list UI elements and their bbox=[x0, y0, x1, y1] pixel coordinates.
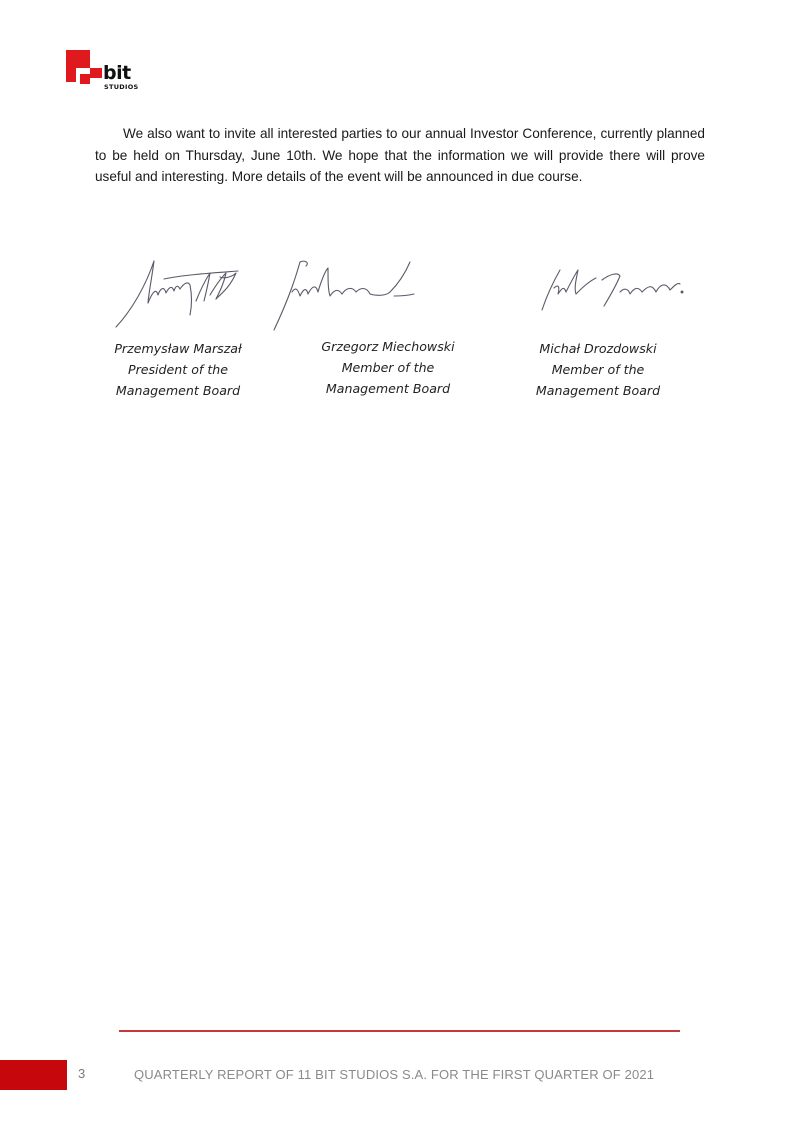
signatory-2 bbox=[288, 336, 488, 399]
signatory-name: Michał Drozdowski bbox=[539, 341, 657, 356]
logo-subtext: STUDIOS bbox=[104, 83, 139, 91]
signature-3 bbox=[530, 262, 690, 317]
signatory-role: Management Board bbox=[115, 383, 241, 398]
signatory-role: Management Board bbox=[325, 381, 451, 396]
signatory-role: Member of the bbox=[551, 362, 645, 377]
signatory-1 bbox=[78, 338, 278, 401]
signatory-role: President of the bbox=[127, 362, 229, 377]
footer-accent-block bbox=[0, 1060, 67, 1090]
footer-report-title: QUARTERLY REPORT OF 11 BIT STUDIOS S.A. FOR THE FIRST QUARTER OF 2021 bbox=[134, 1067, 655, 1082]
company-logo bbox=[66, 50, 156, 94]
signatory-role: Member of the bbox=[341, 360, 435, 375]
signatory-name: Przemysław Marszał bbox=[114, 341, 242, 356]
body-paragraph: We also want to invite all interested parties to our annual Investor Conference, currently planned to be held on Thursday, June 10th. We hope that the information we will provide there will prove useful and interesting. More details of the event will be announced in due course. bbox=[95, 126, 705, 184]
logo-text: bit bbox=[103, 62, 131, 84]
page-number: 3 bbox=[78, 1066, 86, 1081]
signature-1 bbox=[112, 255, 242, 330]
signatory-3 bbox=[498, 338, 698, 401]
footer-divider bbox=[119, 1030, 680, 1032]
signatory-name: Grzegorz Miechowski bbox=[321, 339, 455, 354]
signature-2 bbox=[270, 256, 420, 334]
signatory-role: Management Board bbox=[535, 383, 661, 398]
